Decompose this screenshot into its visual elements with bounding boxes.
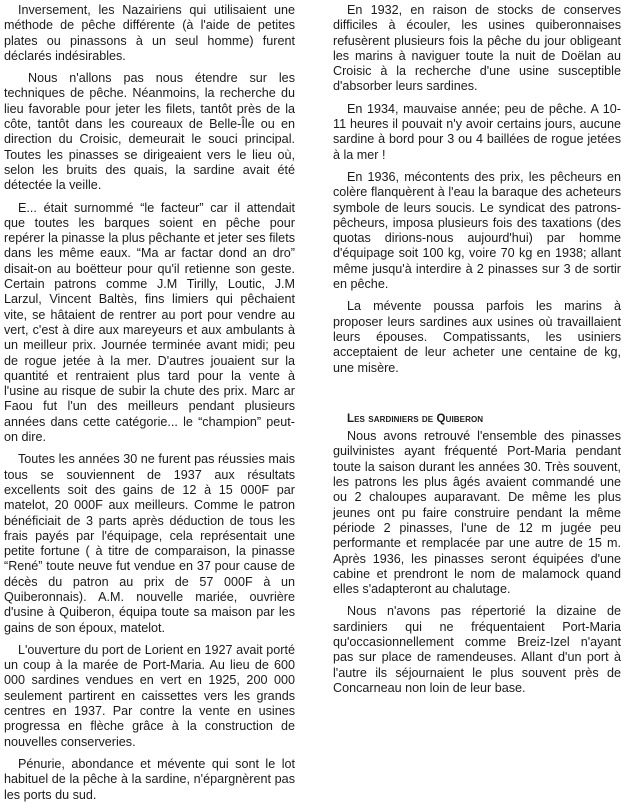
paragraph: Toutes les années 30 ne furent pas réussies mais tous se souviennent de 1937 aux résultats excellents soit des gains de 12 à 15 000F par matelot, 20 000F aux meilleurs. Comme le patron bénéficiait de 3 parts après déduction de tous les frais payés par l'équipage, cela représentait une petite fortune ( à titre de comparaison, la pinasse “René” toute neuve fut vendue en 37 pour cause de décès du patron au prix de 57 000F à un Quiberonnais). A.M. nouvelle mariée, ouvrière d'usine à Quiberon, équipa toute sa maison par les gains de son époux, matelot. [4, 452, 295, 635]
paragraph: La mévente poussa parfois les marins à proposer leurs sardines aux usines où travaillaient leurs épouses. Compatissants, les usiniers acceptaient de leur acheter une centaine de kg, une misère. [333, 299, 621, 375]
paragraph: Pénurie, abondance et mévente qui sont le lot habituel de la pêche à la sardine, n'épargnèrent pas les ports du sud. [4, 756, 295, 802]
left-column [4, 3, 295, 810]
paragraph: En 1936, mécontents des prix, les pêcheurs en colère flanquèrent à l'eau la baraque des acheteurs symbole de leurs soucis. Le syndicat des patrons-pêcheurs, imposa plusieurs fois des taxations (des quotas dirions-nous aujourd'hui) par homme d'équipage soit 100 kg, voire 70 kg en 1938; allant même jusqu'à interdire à 2 pinasses sur 3 de sortir en pêche. [333, 169, 621, 292]
paragraph: Inversement, les Nazairiens qui utilisaient une méthode de pêche différente (à l'aide de petites plates ou pinassons à un seul homme) furent déclarés indésirables. [4, 3, 295, 63]
paragraph: En 1934, mauvaise année; peu de pêche. A 10-11 heures il pouvait n'y avoir certains jours, aucune sardine à bord pour 3 ou 4 baillées de rogue jetées à la mer ! [333, 101, 621, 162]
section-heading: Les sardiniers de Quiberon [347, 412, 484, 425]
paragraph: Nous n'allons pas nous étendre sur les techniques de pêche. Néanmoins, la recherche du lieu favorable pour jeter les filets, tantôt près de la côte, tantôt dans les coureaux de Belle-Île ou en direction du Croisic, demeurait le souci principal. Toutes les pinasses se dirigeaient vers le lieu où, selon les bruits des quais, la sardine avait été détectée la veille. [4, 71, 295, 193]
paragraph: Nous n'avons pas répertorié la dizaine de sardiniers qui ne fréquentaient Port-Maria qu'occasionnellement comme Breiz-Izel n'ayant pas sur place de ramendeuses. Allant d'un port à l'autre ils séjournaient le plus souvent près de Concarneau non loin de leur base. [333, 604, 621, 695]
right-column [333, 3, 621, 703]
paragraph: L'ouverture du port de Lorient en 1927 avait porté un coup à la marée de Port-Maria. Au lieu de 600 000 sardines vendues en vert en 1925, 200 000 seulement partirent en caissettes vers les grands centres en 1937. Par contre la vente en usines progressa en flèche grâce à la construction de nouvelles conserveries. [4, 642, 295, 749]
paragraph: En 1932, en raison de stocks de conserves difficiles à écouler, les usines quiberonnaises refusèrent plusieurs fois la pêche du jour obligeant les marins à naviguer toute la nuit de Doëlan au Croisic à la recherche d'une usine susceptible d'absorber leurs sardines. [333, 3, 621, 94]
paragraph: Nous avons retrouvé l'ensemble des pinasses guilvinistes ayant fréquenté Port-Maria pendant toute la saison durant les années 30. Très souvent, les patrons les plus âgés avaient commandé une ou 2 chaloupes auparavant. De même les plus jeunes ont pu faire construire pendant la même période 2 pinasses, l'une de 12 m jugée peu performante et remplacée par une autre de 15 m. Après 1936, les pinasses seront équipées d'une cabine et prendront le nom de malamock quand elles s'adapteront au chalutage. [333, 429, 621, 597]
paragraph: E... était surnommé “le facteur” car il attendait que toutes les barques soient en pêche pour repérer la pinasse la plus pêchante et jeter ses filets dans les même eaux. “Ma ar factar dond an dro” disait-on au boëtteur pour qu'il retienne son geste. Certain patrons comme J.M Tirilly, Loutic, J.M Larzul, Vincent Baltès, fins limiers qui pêchaient vite, se hâtaient de rentrer au port pour vendre au vert, c'est à dire aux mareyeurs et aux ambulants à un meilleur prix. Journée terminée avant midi; peu de rogue jetée à la mer. D'autres jouaient sur la quantité et rentraient plus tard pour la vente à l'usine au risque de subir la chute des prix. Marc ar Faou fut l'un des meilleurs pendant plusieurs années dans cette catégorie... le “champion” peut-on dire. [4, 200, 295, 445]
